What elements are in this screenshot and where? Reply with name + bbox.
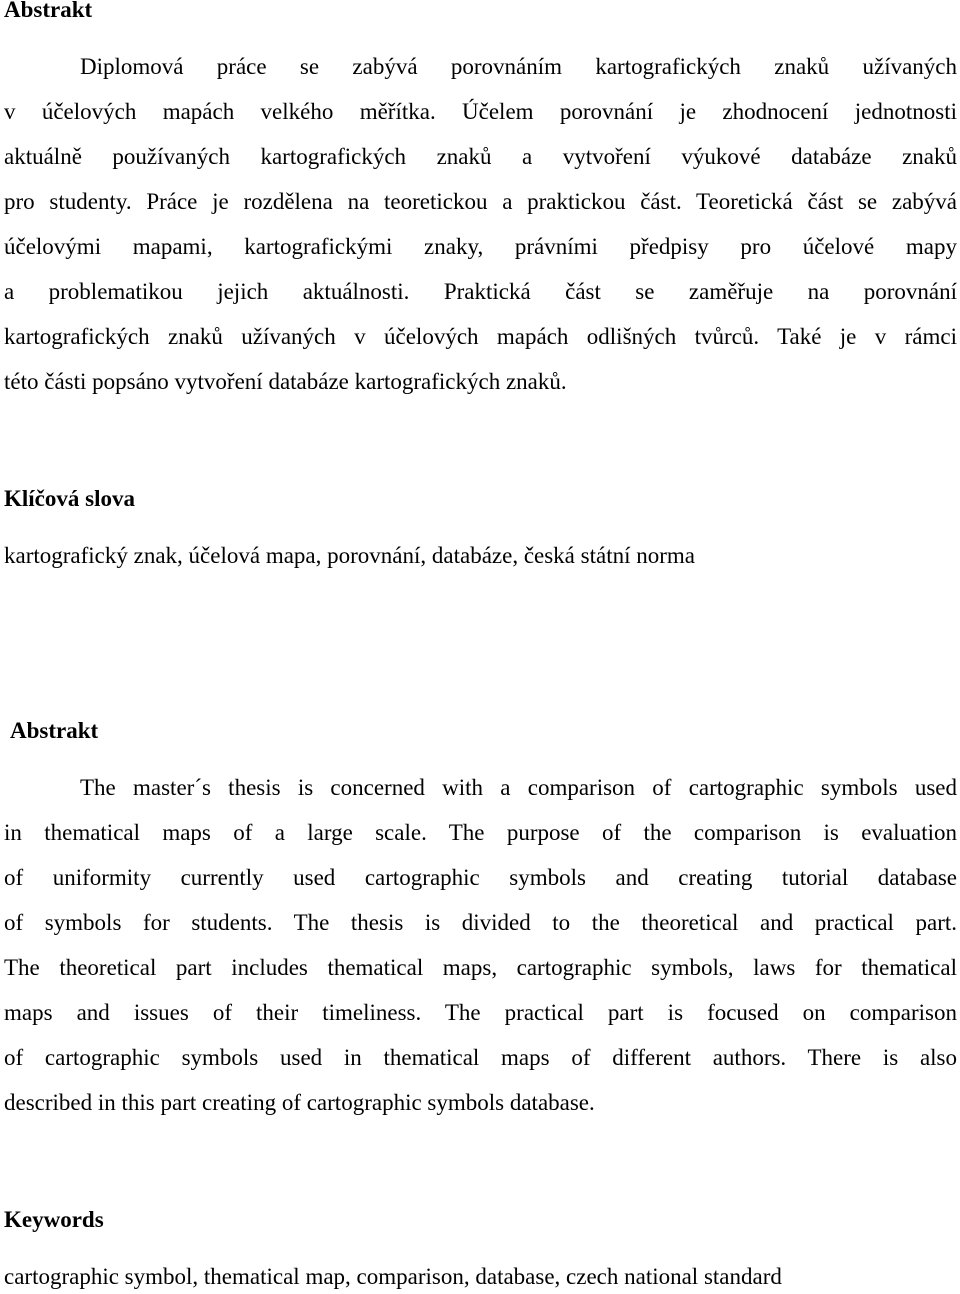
- abstract-heading-en: Abstrakt: [10, 718, 99, 743]
- abstract-cz-line: účelovými mapami, kartografickými znaky, právními předpisy pro účelové mapy: [4, 234, 957, 259]
- abstract-en-line: of symbols for students. The thesis is divided to the theoretical and practical part.: [4, 910, 957, 935]
- keywords-en-text: cartographic symbol, thematical map, comparison, database, czech national standard: [4, 1264, 782, 1289]
- keywords-heading-en: Keywords: [4, 1207, 104, 1232]
- abstract-en-line: described in this part creating of cartographic symbols database.: [4, 1090, 595, 1115]
- abstract-cz-line: kartografických znaků užívaných v účelových mapách odlišných tvůrců. Také je v rámci: [4, 324, 957, 349]
- abstract-cz-line: v účelových mapách velkého měřítka. Účelem porovnání je zhodnocení jednotnosti: [4, 99, 957, 124]
- abstract-cz-line: aktuálně používaných kartografických znaků a vytvoření výukové databáze znaků: [4, 144, 957, 169]
- abstract-cz-line: této části popsáno vytvoření databáze kartografických znaků.: [4, 369, 567, 394]
- keywords-heading-cz: Klíčová slova: [4, 486, 135, 511]
- abstract-cz-line: pro studenty. Práce je rozdělena na teoretickou a praktickou část. Teoretická část se zabývá: [4, 189, 957, 214]
- abstract-en-line: of uniformity currently used cartographic symbols and creating tutorial database: [4, 865, 957, 890]
- abstract-en-line: The theoretical part includes thematical maps, cartographic symbols, laws for thematical: [4, 955, 957, 980]
- abstract-heading-cz: Abstrakt: [4, 0, 93, 22]
- abstract-cz-line: Diplomová práce se zabývá porovnáním kartografických znaků užívaných: [80, 54, 957, 79]
- abstract-en-line: The master´s thesis is concerned with a comparison of cartographic symbols used: [80, 775, 957, 800]
- keywords-cz-text: kartografický znak, účelová mapa, porovnání, databáze, česká státní norma: [4, 543, 695, 568]
- abstract-en-line: of cartographic symbols used in thematical maps of different authors. There is also: [4, 1045, 957, 1070]
- abstract-en-line: in thematical maps of a large scale. The purpose of the comparison is evaluation: [4, 820, 957, 845]
- abstract-cz-line: a problematikou jejich aktuálnosti. Praktická část se zaměřuje na porovnání: [4, 279, 957, 304]
- abstract-en-line: maps and issues of their timeliness. The practical part is focused on comparison: [4, 1000, 957, 1025]
